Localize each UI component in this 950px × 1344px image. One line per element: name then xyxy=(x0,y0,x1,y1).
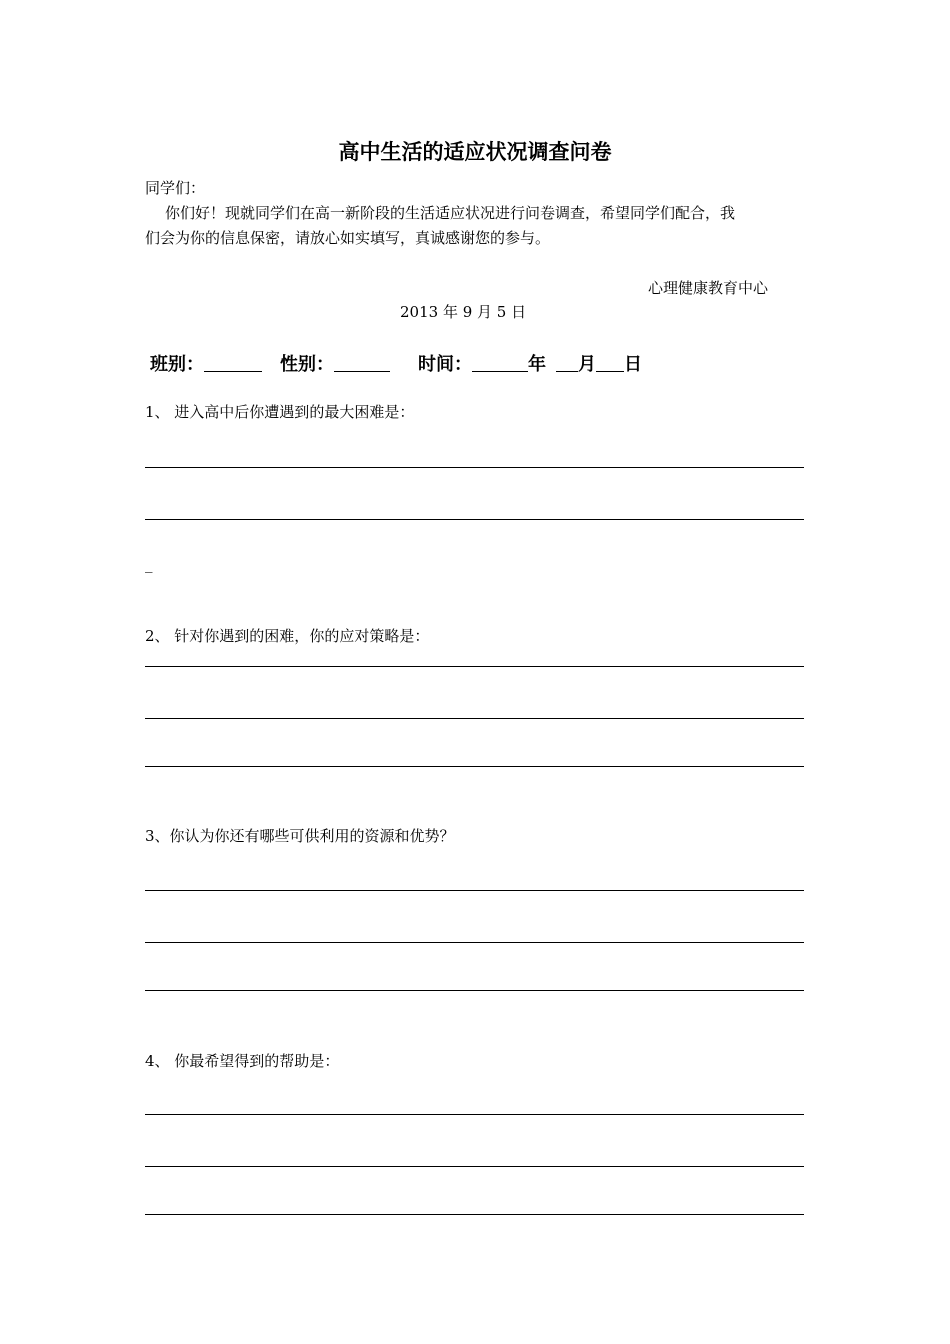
answer-line[interactable] xyxy=(145,990,804,991)
answer-line[interactable] xyxy=(145,467,804,468)
page-title: 高中生活的适应状况调查问卷 xyxy=(338,139,612,164)
question-2: 2、 针对你遇到的困难，你的应对策略是： xyxy=(145,627,430,645)
info-fields-row xyxy=(150,350,642,376)
answer-line[interactable] xyxy=(145,519,804,520)
date: 2013 年 9 月 5 日 xyxy=(400,303,527,321)
question-3: 3、你认为你还有哪些可供利用的资源和优势？ xyxy=(145,827,455,845)
answer-line[interactable] xyxy=(145,766,804,767)
stray-mark: _ xyxy=(145,555,153,573)
day-label: 日 xyxy=(624,354,642,375)
year-blank[interactable] xyxy=(472,353,528,372)
answer-line[interactable] xyxy=(145,1114,804,1115)
month-label: 月 xyxy=(578,354,596,375)
day-blank[interactable] xyxy=(596,353,624,372)
answer-line[interactable] xyxy=(145,1166,804,1167)
class-blank[interactable] xyxy=(204,353,262,372)
answer-line[interactable] xyxy=(145,718,804,719)
class-label: 班别： xyxy=(150,354,204,375)
answer-line[interactable] xyxy=(145,666,804,667)
question-4: 4、 你最希望得到的帮助是： xyxy=(145,1052,340,1070)
answer-line[interactable] xyxy=(145,1214,804,1215)
month-blank[interactable] xyxy=(556,353,578,372)
answer-line[interactable] xyxy=(145,890,804,891)
organization: 心理健康教育中心 xyxy=(648,279,769,297)
gender-blank[interactable] xyxy=(334,353,390,372)
answer-line[interactable] xyxy=(145,942,804,943)
year-label: 年 xyxy=(528,354,546,375)
question-1: 1、 进入高中后你遭遇到的最大困难是： xyxy=(145,403,415,421)
intro-line-2: 们会为你的信息保密，请放心如实填写，真诚感谢您的参与。 xyxy=(145,229,551,247)
intro-line-1: 你们好！现就同学们在高一新阶段的生活适应状况进行问卷调查，希望同学们配合，我 xyxy=(165,204,736,222)
gender-label: 性别： xyxy=(280,354,334,375)
greeting: 同学们： xyxy=(145,179,206,197)
time-label: 时间： xyxy=(418,354,472,375)
